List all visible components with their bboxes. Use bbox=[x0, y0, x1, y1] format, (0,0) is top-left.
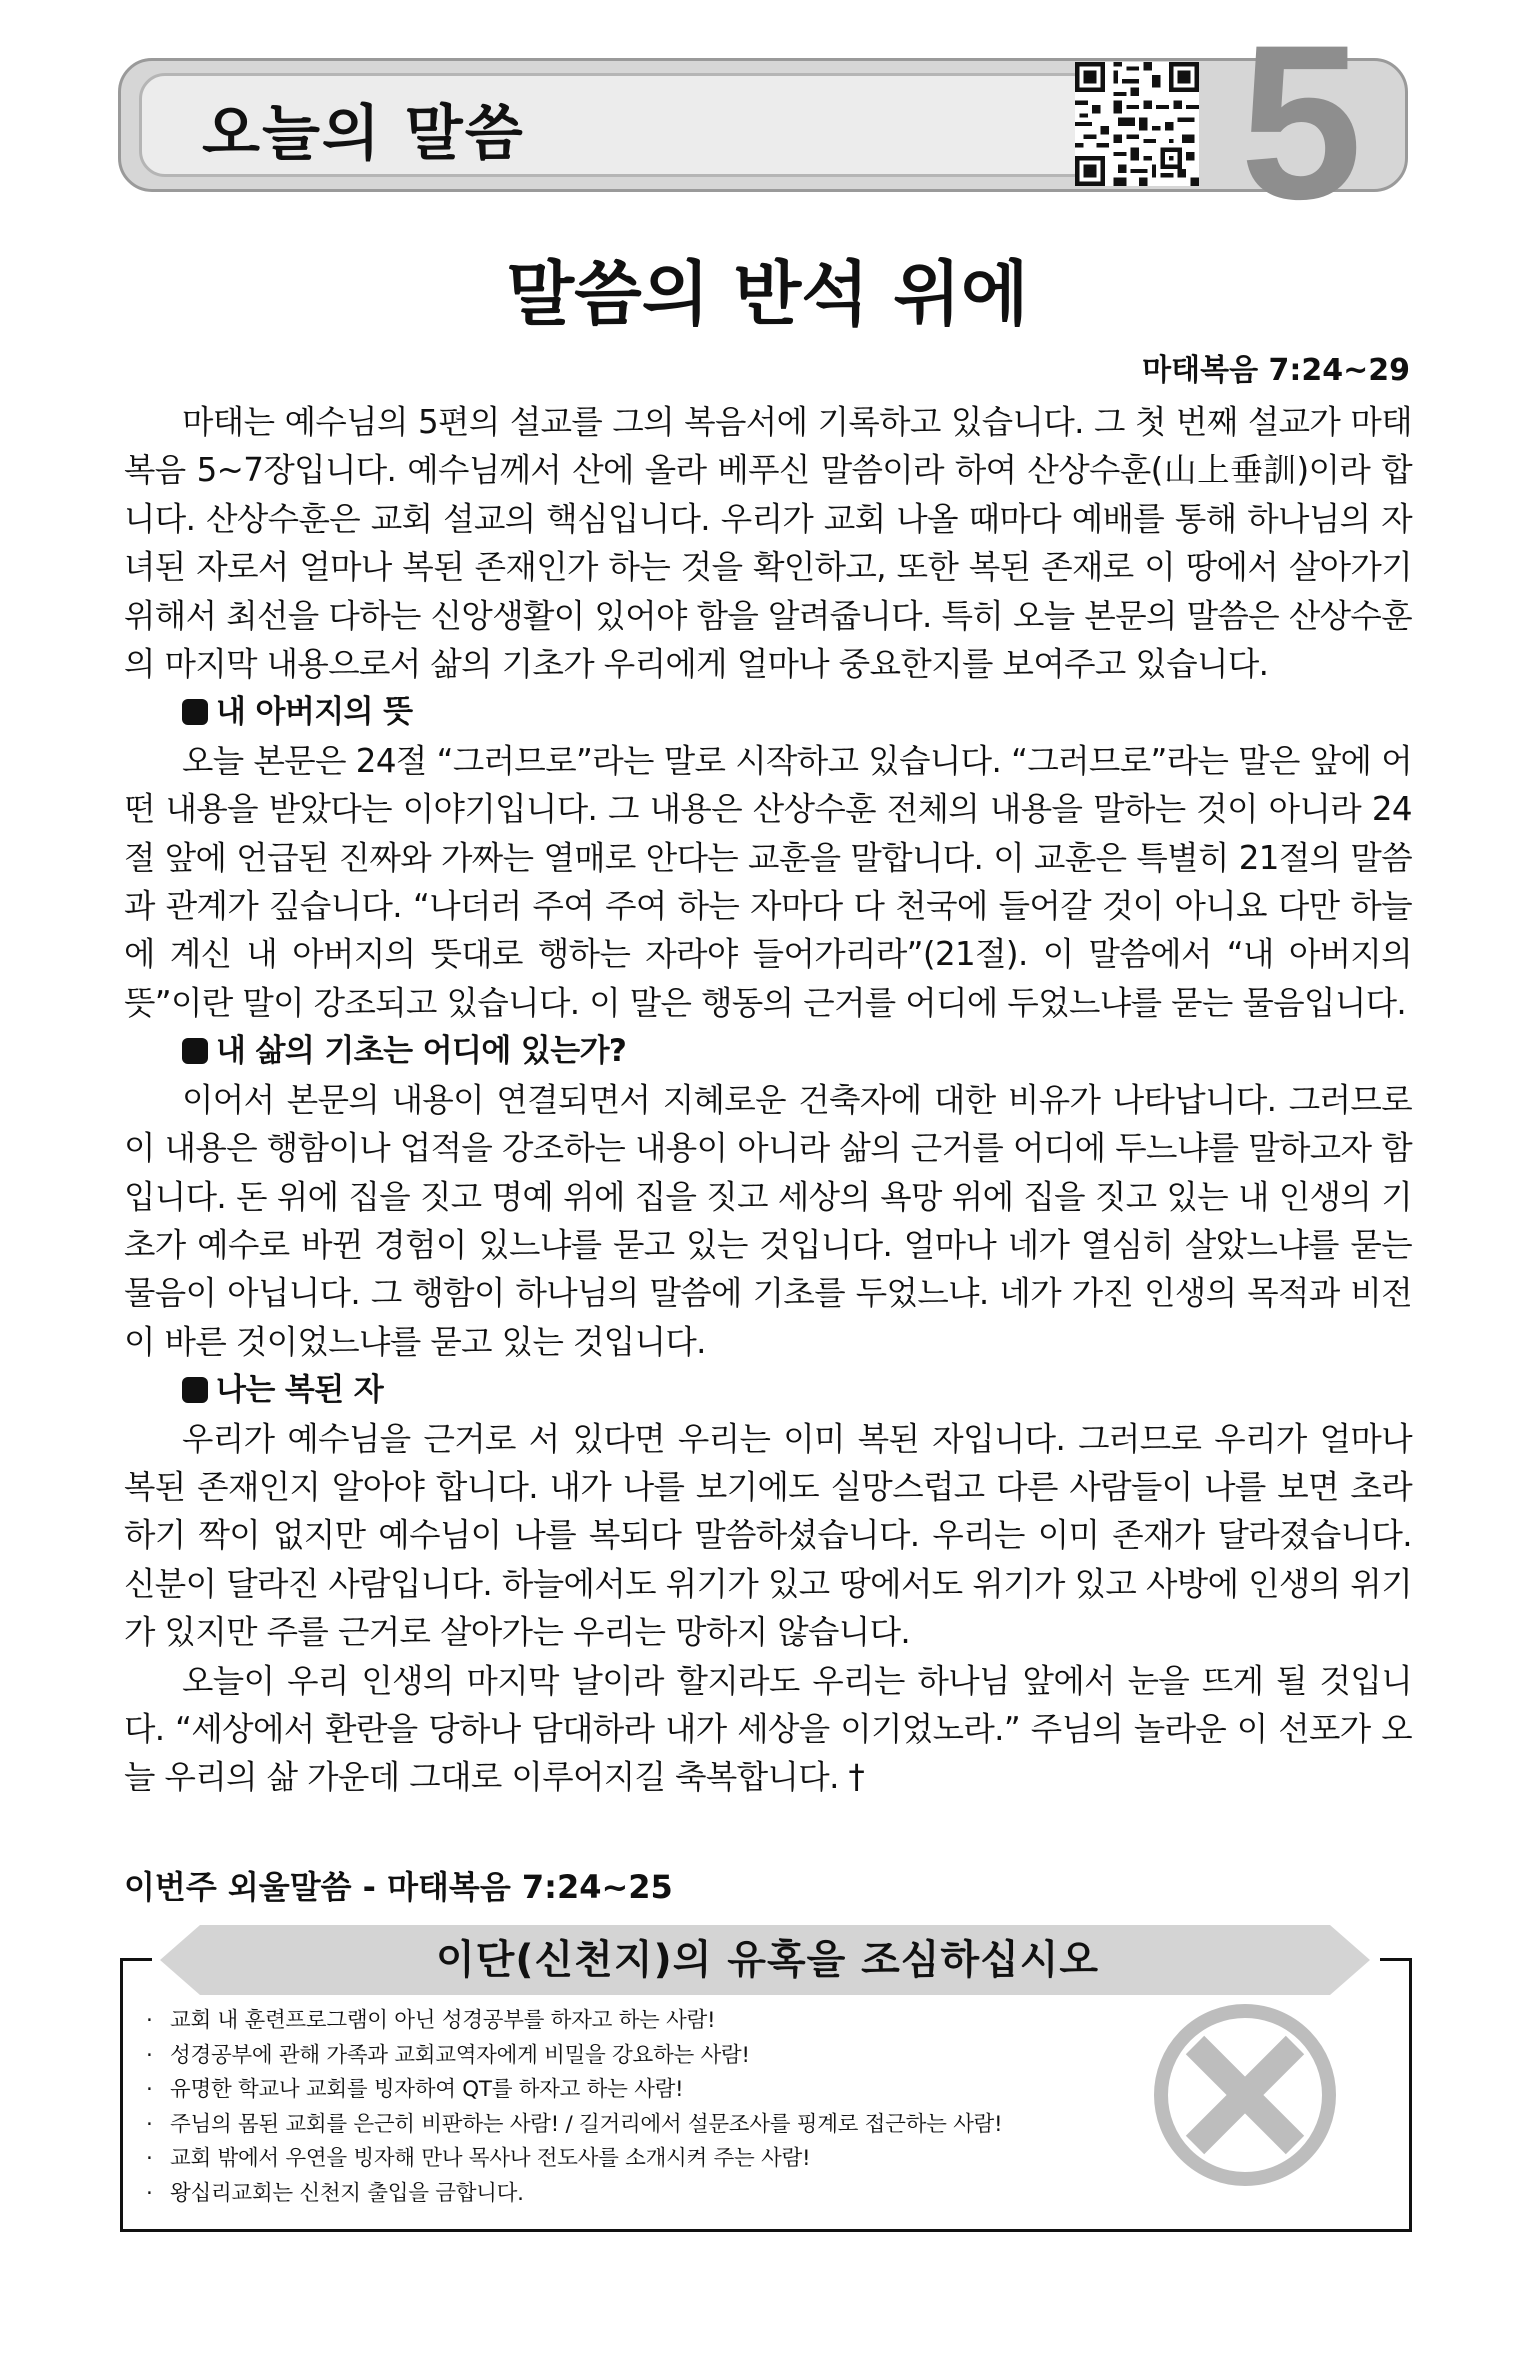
list-item bbox=[142, 2108, 1002, 2143]
bullet-dot: · bbox=[146, 2008, 153, 2033]
list-item bbox=[142, 2073, 1002, 2108]
body-paragraph: 오늘 본문은 24절 “그러므로”라는 말로 시작하고 있습니다. “그러므로”라는 말은 앞에 어떤 내용을 받았다는 이야기입니다. 그 내용은 산상수훈 전체의 내용을 말하는 것이 아니라 24절 앞에 언급된 진짜와 가짜는 열매로 안다는 교훈을 말합니다. 이 교훈은 특별히 21절의 말씀과 관계가 깊습니다. “나더러 주여 주여 하는 자마다 다 천국에 들어갈 것이 아니요 다만 하늘에 계신 내 아버지의 뜻대로 행하는 자라야 들어가리라”(21절). 이 말씀에서 “내 아버지의 뜻”이란 말이 강조되고 있습니다. 이 말은 행동의 근거를 어디에 두었느냐를 묻는 물음입니다. bbox=[124, 741, 1412, 1022]
list-item bbox=[142, 2177, 1002, 2212]
warning-list bbox=[142, 2004, 1002, 2212]
warning-title: 이단(신천지)의 유혹을 조심하십시오 bbox=[435, 1937, 1099, 1983]
list-item bbox=[142, 2004, 1002, 2039]
square-bullet-icon bbox=[182, 1377, 208, 1403]
list-item-text: 왕십리교회는 신천지 출입을 금합니다. bbox=[170, 2180, 524, 2206]
list-item-text: 교회 내 훈련프로그램이 아닌 성경공부를 하자고 하는 사람! bbox=[170, 2008, 716, 2033]
list-item-text: 성경공부에 관해 가족과 교회교역자에게 비밀을 강요하는 사람! bbox=[170, 2042, 750, 2068]
list-item-text: 주님의 몸된 교회를 은근히 비판하는 사람! / 길거리에서 설문조사를 핑계로 접근하는 사람! bbox=[170, 2111, 1003, 2137]
intro-paragraph: 마태는 예수님의 5편의 설교를 그의 복음서에 기록하고 있습니다. 그 첫 번째 설교가 마태복음 5~7장입니다. 예수님께서 산에 올라 베푸신 말씀이라 하여 산상수훈(山上垂訓)이라 합니다. 산상수훈은 교회 설교의 핵심입니다. 우리가 교회 나올 때마다 예배를 통해 하나님의 자녀된 자로서 얼마나 복된 존재인가 하는 것을 확인하고, 또한 복된 존재로 이 땅에서 살아가기 위해서 최선을 다하는 신앙생활이 있어야 함을 알려줍니다. 특히 오늘 본문의 말씀은 산상수훈의 마지막 내용으로서 삶의 기초가 우리에게 얼마나 중요한지를 보여주고 있습니다. bbox=[124, 403, 1412, 684]
qr-code-icon[interactable] bbox=[1075, 62, 1199, 186]
section-heading-text: 내 삶의 기초는 어디에 있는가? bbox=[216, 1033, 627, 1070]
bullet-dot: · bbox=[146, 2146, 153, 2172]
section-heading-text: 내 아버지의 뜻 bbox=[216, 694, 413, 731]
sermon-body bbox=[124, 398, 1412, 1802]
section-heading bbox=[124, 688, 1412, 736]
section-heading-text: 나는 복된 자 bbox=[216, 1372, 384, 1409]
bullet-dot: · bbox=[146, 2180, 153, 2206]
header-bar bbox=[118, 58, 1408, 192]
memory-verse: 이번주 외울말씀 - 마태복음 7:24~25 bbox=[124, 1868, 673, 1906]
square-bullet-icon bbox=[182, 1038, 208, 1064]
bullet-dot: · bbox=[146, 2111, 153, 2137]
list-item bbox=[142, 2039, 1002, 2074]
square-bullet-icon bbox=[182, 699, 208, 725]
section-title: 오늘의 말씀 bbox=[202, 99, 525, 169]
page-number: 5 bbox=[1240, 0, 1363, 245]
prohibition-icon bbox=[1150, 2000, 1340, 2190]
sermon-title: 말씀의 반석 위에 bbox=[506, 253, 1029, 335]
header-title-panel bbox=[139, 73, 1099, 177]
bullet-dot: · bbox=[146, 2042, 153, 2068]
scripture-reference: 마태복음 7:24~29 bbox=[1142, 353, 1410, 388]
list-item bbox=[142, 2142, 1002, 2177]
body-paragraph: 우리가 예수님을 근거로 서 있다면 우리는 이미 복된 자입니다. 그러므로 우리가 얼마나 복된 존재인지 알아야 합니다. 내가 나를 보기에도 실망스럽고 다른 사람들이 나를 보면 초라하기 짝이 없지만 예수님이 나를 복되다 말씀하셨습니다. 우리는 이미 존재가 달라졌습니다. 신분이 달라진 사람입니다. 하늘에서도 위기가 있고 땅에서도 위기가 있고 사방에 인생의 위기가 있지만 주를 근거로 살아가는 우리는 망하지 않습니다. bbox=[124, 1419, 1412, 1652]
bullet-dot: · bbox=[146, 2077, 153, 2103]
section-heading bbox=[124, 1027, 1412, 1075]
body-paragraph: 오늘이 우리 인생의 마지막 날이라 할지라도 우리는 하나님 앞에서 눈을 뜨게 될 것입니다. “세상에서 환란을 당하나 담대하라 내가 세상을 이기었노라.” 주님의 놀라운 이 선포가 오늘 우리의 삶 가운데 그대로 이루어지길 축복합니다. † bbox=[124, 1661, 1412, 1797]
list-item-text: 교회 밖에서 우연을 빙자해 만나 목사나 전도사를 소개시켜 주는 사람! bbox=[170, 2146, 811, 2172]
section-heading bbox=[124, 1366, 1412, 1414]
body-paragraph: 이어서 본문의 내용이 연결되면서 지혜로운 건축자에 대한 비유가 나타납니다. 그러므로 이 내용은 행함이나 업적을 강조하는 내용이 아니라 삶의 근거를 어디에 두느냐를 말하고자 함입니다. 돈 위에 집을 짓고 명예 위에 집을 짓고 세상의 욕망 위에 집을 짓고 있는 내 인생의 기초가 예수로 바뀐 경험이 있느냐를 묻고 있는 것입니다. 얼마나 네가 열심히 살았느냐를 묻는 물음이 아닙니다. 그 행함이 하나님의 말씀에 기초를 두었느냐. 네가 가진 인생의 목적과 비전이 바른 것이었느냐를 묻고 있는 것입니다. bbox=[124, 1080, 1412, 1361]
list-item-text: 유명한 학교나 교회를 빙자하여 QT를 하자고 하는 사람! bbox=[170, 2077, 684, 2103]
